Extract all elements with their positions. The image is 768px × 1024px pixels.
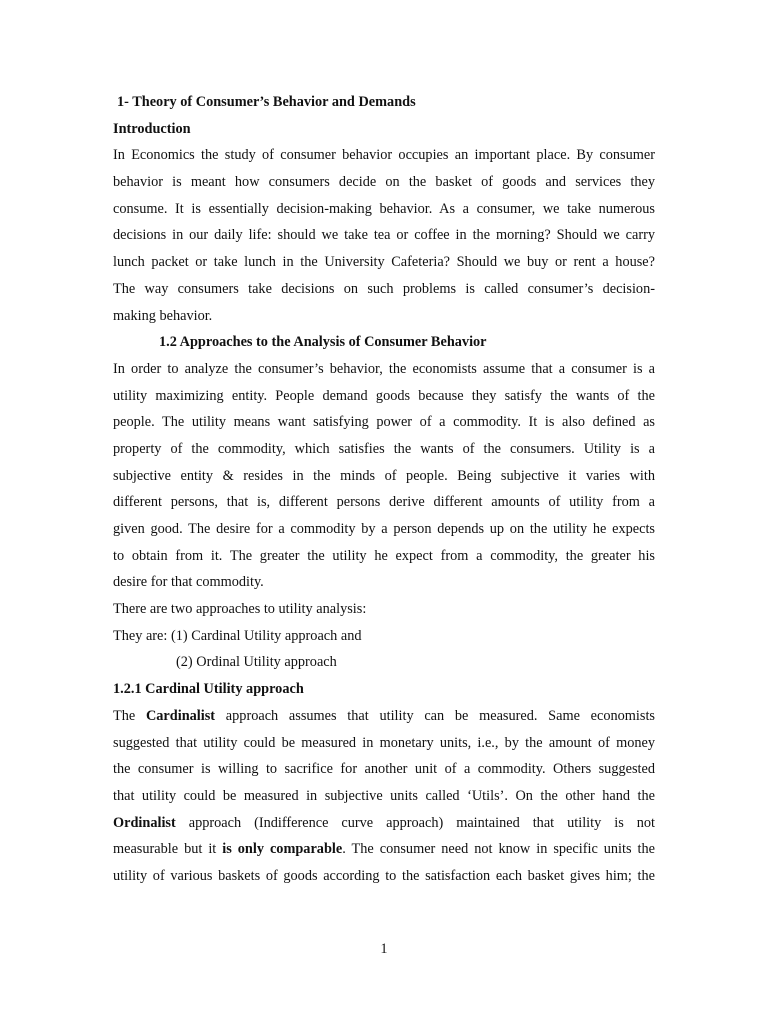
- section-1-2-heading: 1.2 Approaches to the Analysis of Consumer Behavior: [159, 334, 487, 351]
- paragraph-line: The way consumers take decisions on such problems is called consumer’s decision-: [113, 280, 655, 297]
- text-run: approach assumes that utility can be measured. Same economists: [215, 707, 655, 724]
- approach-1-line: They are: (1) Cardinal Utility approach and: [113, 627, 362, 644]
- document-title: 1- Theory of Consumer’s Behavior and Demands: [117, 94, 416, 110]
- paragraph-line: [113, 703, 655, 730]
- page-number: 1: [380, 941, 388, 957]
- text-run: measurable but it: [113, 841, 223, 858]
- bold-term-cardinalist: Cardinalist: [145, 707, 216, 724]
- paragraph-line: consume. It is essentially decision-making behavior. As a consumer, we take numerous: [113, 200, 655, 217]
- introduction-heading: Introduction: [113, 120, 191, 137]
- introduction-paragraph: [113, 142, 655, 329]
- paragraph-line: given good. The desire for a commodity by a person depends up on the utility he expects: [113, 521, 655, 537]
- paragraph-line: lunch packet or take lunch in the University Cafeteria? Should we buy or rent a house?: [113, 254, 655, 271]
- text-run: . The consumer need not know in specific units the: [342, 841, 656, 858]
- paragraph-line: to obtain from it. The greater the utility he expect from a commodity, the greater his: [113, 547, 655, 564]
- paragraph-line: desire for that commodity.: [113, 574, 264, 591]
- section-1-2-1-heading: 1.2.1 Cardinal Utility approach: [113, 681, 304, 698]
- bold-phrase-only-comparable: is only comparable: [222, 841, 343, 858]
- approach-2-line: (2) Ordinal Utility approach: [176, 654, 337, 671]
- paragraph-line: different persons, that is, different persons derive different amounts of utility from a: [113, 494, 655, 511]
- text-run: approach (Indifference curve approach) maintained that utility is not: [175, 814, 655, 831]
- document-page: [113, 89, 655, 890]
- paragraph-line: the consumer is willing to sacrifice for another unit of a commodity. Others suggested: [113, 761, 655, 778]
- paragraph-line: property of the commodity, which satisfies the wants of the consumers. Utility is a: [113, 440, 655, 457]
- paragraph-line: subjective entity & resides in the minds of people. Being subjective it varies with: [113, 467, 655, 484]
- paragraph-line: people. The utility means want satisfying power of a commodity. It is also defined as: [113, 414, 655, 431]
- paragraph-line: suggested that utility could be measured in monetary units, i.e., by the amount of money: [113, 734, 655, 751]
- paragraph-line: behavior is meant how consumers decide on the basket of goods and services they: [113, 174, 655, 191]
- paragraph-line: that utility could be measured in subjective units called ‘Utils’. On the other hand the: [113, 787, 655, 804]
- paragraph-line: In Economics the study of consumer behavior occupies an important place. By consumer: [113, 147, 655, 164]
- paragraph-line: [113, 836, 655, 863]
- text-run: The: [113, 707, 146, 724]
- paragraph-line: decisions in our daily life: should we take tea or coffee in the morning? Should we carry: [113, 227, 655, 244]
- paragraph-line: utility of various baskets of goods according to the satisfaction each basket gives him; the: [113, 867, 655, 884]
- paragraph-line: making behavior.: [113, 307, 213, 324]
- section-1-2-1-paragraph: [113, 703, 655, 890]
- paragraph-line: In order to analyze the consumer’s behavior, the economists assume that a consumer is a: [113, 360, 655, 377]
- paragraph-line: [113, 810, 655, 837]
- bold-term-ordinalist: Ordinalist: [113, 814, 176, 831]
- paragraph-line: utility maximizing entity. People demand goods because they satisfy the wants of the: [113, 387, 655, 404]
- section-1-2-paragraph: [113, 356, 655, 676]
- paragraph-line: There are two approaches to utility analysis:: [113, 601, 367, 618]
